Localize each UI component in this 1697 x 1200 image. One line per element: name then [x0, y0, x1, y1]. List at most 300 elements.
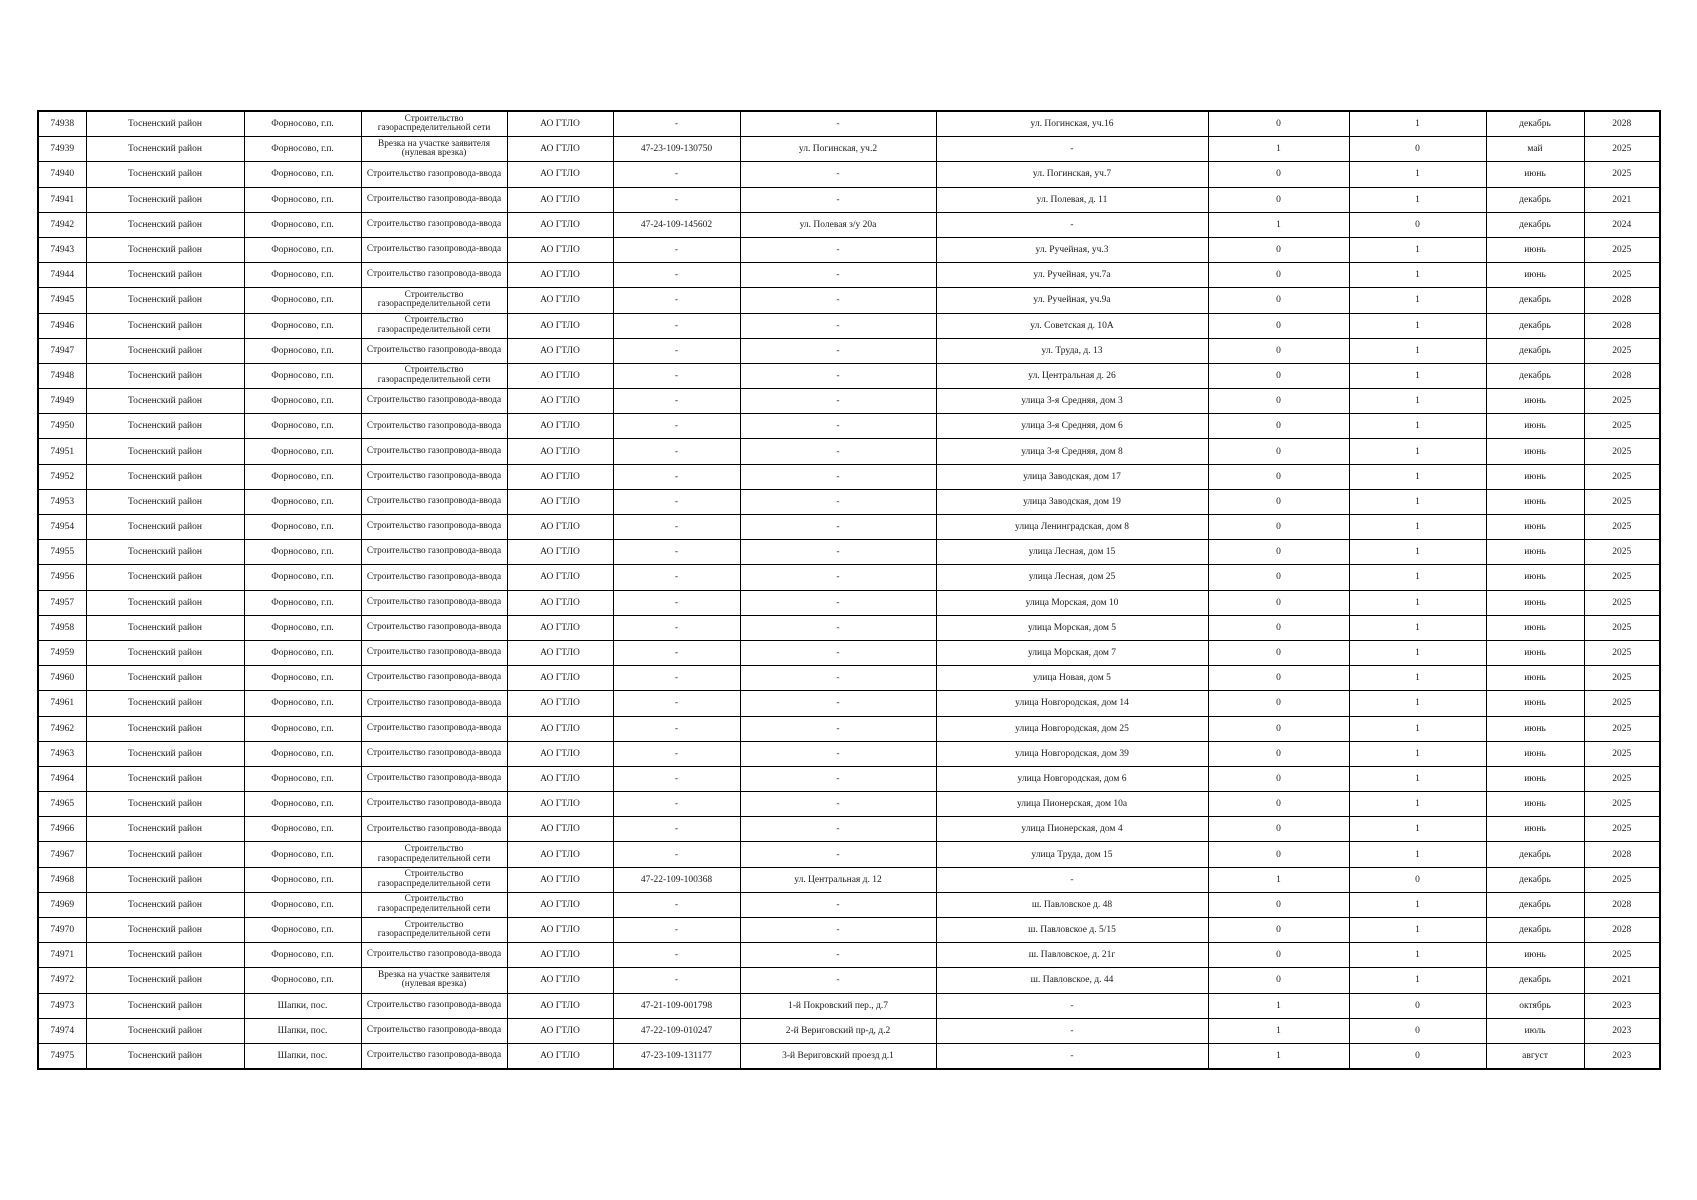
cell-work-type: Строительство газопровода-ввода — [361, 1018, 507, 1043]
table-row — [38, 716, 1660, 741]
cell-work-type: Строительство газопровода-ввода — [361, 540, 507, 565]
cell-district: Тосненский район — [86, 817, 244, 842]
cell-year: 2025 — [1584, 666, 1660, 691]
cell-district: Тосненский район — [86, 615, 244, 640]
cell-month: июнь — [1486, 515, 1584, 540]
cell-year: 2025 — [1584, 540, 1660, 565]
cell-year: 2025 — [1584, 817, 1660, 842]
cell-settlement: Форносово, г.п. — [244, 867, 361, 892]
cell-work-type: Строительство газопровода-ввода — [361, 993, 507, 1018]
cell-count-a: 1 — [1208, 137, 1349, 162]
cell-work-type: Строительство газопровода-ввода — [361, 515, 507, 540]
cell-organization: АО ГТЛО — [507, 313, 613, 338]
cell-work-type: Строительство газораспределительной сети — [361, 842, 507, 867]
cell-district: Тосненский район — [86, 288, 244, 313]
cell-month: июнь — [1486, 590, 1584, 615]
cell-applicant-address: - — [740, 892, 936, 917]
cell-organization: АО ГТЛО — [507, 666, 613, 691]
cell-object-address: ул. Труда, д. 13 — [936, 338, 1208, 363]
cell-object-address: ул. Ручейная, уч.3 — [936, 237, 1208, 262]
cell-year: 2025 — [1584, 464, 1660, 489]
cell-settlement: Форносово, г.п. — [244, 162, 361, 187]
cell-cadastral-number: - — [613, 741, 740, 766]
cell-id: 74960 — [38, 666, 86, 691]
cell-settlement: Форносово, г.п. — [244, 691, 361, 716]
cell-year: 2025 — [1584, 237, 1660, 262]
cell-year: 2028 — [1584, 313, 1660, 338]
cell-month: июнь — [1486, 414, 1584, 439]
cell-district: Тосненский район — [86, 212, 244, 237]
table-row — [38, 968, 1660, 993]
cell-id: 74970 — [38, 918, 86, 943]
cell-settlement: Форносово, г.п. — [244, 666, 361, 691]
table-row — [38, 414, 1660, 439]
cell-month: июнь — [1486, 792, 1584, 817]
cell-settlement: Форносово, г.п. — [244, 263, 361, 288]
cell-id: 74968 — [38, 867, 86, 892]
cell-object-address: улица Пионерская, дом 4 — [936, 817, 1208, 842]
cell-count-b: 1 — [1349, 817, 1486, 842]
cell-count-b: 1 — [1349, 666, 1486, 691]
cell-year: 2025 — [1584, 691, 1660, 716]
cell-count-b: 1 — [1349, 489, 1486, 514]
table-row — [38, 137, 1660, 162]
cell-year: 2025 — [1584, 137, 1660, 162]
cell-object-address: улица Морская, дом 10 — [936, 590, 1208, 615]
cell-settlement: Форносово, г.п. — [244, 389, 361, 414]
cell-cadastral-number: - — [613, 389, 740, 414]
cell-object-address: улица Заводская, дом 17 — [936, 464, 1208, 489]
cell-settlement: Шапки, пос. — [244, 1018, 361, 1043]
cell-id: 74938 — [38, 111, 86, 137]
cell-id: 74949 — [38, 389, 86, 414]
cell-work-type: Строительство газораспределительной сети — [361, 892, 507, 917]
table-row — [38, 766, 1660, 791]
cell-month: декабрь — [1486, 338, 1584, 363]
cell-district: Тосненский район — [86, 338, 244, 363]
cell-applicant-address: 1-й Покровский пер., д.7 — [740, 993, 936, 1018]
cell-count-a: 0 — [1208, 464, 1349, 489]
cell-district: Тосненский район — [86, 741, 244, 766]
cell-month: июнь — [1486, 389, 1584, 414]
cell-id: 74947 — [38, 338, 86, 363]
cell-object-address: - — [936, 1043, 1208, 1069]
cell-settlement: Форносово, г.п. — [244, 338, 361, 363]
cell-district: Тосненский район — [86, 993, 244, 1018]
cell-applicant-address: - — [740, 414, 936, 439]
cell-applicant-address: ул. Центральная д. 12 — [740, 867, 936, 892]
cell-year: 2023 — [1584, 993, 1660, 1018]
cell-district: Тосненский район — [86, 766, 244, 791]
cell-count-a: 0 — [1208, 540, 1349, 565]
cell-district: Тосненский район — [86, 162, 244, 187]
cell-year: 2025 — [1584, 792, 1660, 817]
cell-count-a: 1 — [1208, 1043, 1349, 1069]
cell-count-a: 0 — [1208, 565, 1349, 590]
cell-year: 2025 — [1584, 414, 1660, 439]
cell-organization: АО ГТЛО — [507, 842, 613, 867]
cell-work-type: Врезка на участке заявителя (нулевая врезка) — [361, 137, 507, 162]
cell-month: декабрь — [1486, 363, 1584, 388]
cell-applicant-address: - — [740, 187, 936, 212]
cell-applicant-address: - — [740, 338, 936, 363]
cell-district: Тосненский район — [86, 640, 244, 665]
cell-applicant-address: - — [740, 640, 936, 665]
cell-id: 74964 — [38, 766, 86, 791]
cell-work-type: Строительство газопровода-ввода — [361, 590, 507, 615]
cell-month: июнь — [1486, 666, 1584, 691]
cell-count-a: 0 — [1208, 237, 1349, 262]
cell-cadastral-number: 47-24-109-145602 — [613, 212, 740, 237]
table-row — [38, 615, 1660, 640]
cell-object-address: улица Новгородская, дом 6 — [936, 766, 1208, 791]
cell-settlement: Шапки, пос. — [244, 1043, 361, 1069]
cell-id: 74962 — [38, 716, 86, 741]
cell-month: июнь — [1486, 691, 1584, 716]
cell-applicant-address: - — [740, 313, 936, 338]
cell-year: 2025 — [1584, 766, 1660, 791]
cell-applicant-address: - — [740, 439, 936, 464]
cell-count-b: 1 — [1349, 716, 1486, 741]
cell-cadastral-number: - — [613, 464, 740, 489]
cell-year: 2028 — [1584, 111, 1660, 137]
cell-id: 74963 — [38, 741, 86, 766]
cell-count-b: 0 — [1349, 1018, 1486, 1043]
cell-count-a: 0 — [1208, 918, 1349, 943]
cell-object-address: улица Морская, дом 5 — [936, 615, 1208, 640]
cell-organization: АО ГТЛО — [507, 288, 613, 313]
cell-object-address: - — [936, 1018, 1208, 1043]
cell-id: 74966 — [38, 817, 86, 842]
cell-cadastral-number: - — [613, 489, 740, 514]
cell-count-b: 1 — [1349, 515, 1486, 540]
cell-object-address: улица Новгородская, дом 25 — [936, 716, 1208, 741]
cell-count-a: 0 — [1208, 111, 1349, 137]
cell-work-type: Строительство газопровода-ввода — [361, 237, 507, 262]
cell-cadastral-number: - — [613, 691, 740, 716]
cell-work-type: Строительство газопровода-ввода — [361, 187, 507, 212]
cell-id: 74961 — [38, 691, 86, 716]
table-row — [38, 338, 1660, 363]
cell-organization: АО ГТЛО — [507, 817, 613, 842]
cell-cadastral-number: - — [613, 666, 740, 691]
cell-month: июнь — [1486, 766, 1584, 791]
cell-work-type: Строительство газопровода-ввода — [361, 162, 507, 187]
cell-id: 74955 — [38, 540, 86, 565]
cell-object-address: улица Заводская, дом 19 — [936, 489, 1208, 514]
cell-settlement: Форносово, г.п. — [244, 464, 361, 489]
cell-cadastral-number: - — [613, 187, 740, 212]
cell-object-address: улица Труда, дом 15 — [936, 842, 1208, 867]
cell-count-b: 1 — [1349, 237, 1486, 262]
table-row — [38, 918, 1660, 943]
cell-cadastral-number: - — [613, 817, 740, 842]
cell-object-address: улица Лесная, дом 15 — [936, 540, 1208, 565]
cell-id: 74953 — [38, 489, 86, 514]
cell-applicant-address: - — [740, 288, 936, 313]
cell-organization: АО ГТЛО — [507, 187, 613, 212]
cell-organization: АО ГТЛО — [507, 540, 613, 565]
cell-organization: АО ГТЛО — [507, 1018, 613, 1043]
cell-id: 74972 — [38, 968, 86, 993]
cell-count-b: 1 — [1349, 363, 1486, 388]
cell-year: 2025 — [1584, 338, 1660, 363]
cell-organization: АО ГТЛО — [507, 918, 613, 943]
cell-applicant-address: - — [740, 968, 936, 993]
cell-month: июнь — [1486, 540, 1584, 565]
cell-organization: АО ГТЛО — [507, 111, 613, 137]
cell-month: июнь — [1486, 943, 1584, 968]
cell-year: 2025 — [1584, 439, 1660, 464]
cell-work-type: Строительство газораспределительной сети — [361, 918, 507, 943]
cell-count-b: 1 — [1349, 540, 1486, 565]
cell-applicant-address: - — [740, 666, 936, 691]
cell-organization: АО ГТЛО — [507, 414, 613, 439]
cell-count-b: 1 — [1349, 338, 1486, 363]
cell-month: июнь — [1486, 640, 1584, 665]
cell-applicant-address: - — [740, 615, 936, 640]
cell-cadastral-number: - — [613, 313, 740, 338]
cell-organization: АО ГТЛО — [507, 515, 613, 540]
table-row — [38, 464, 1660, 489]
table-row — [38, 565, 1660, 590]
cell-count-a: 1 — [1208, 993, 1349, 1018]
cell-count-a: 0 — [1208, 640, 1349, 665]
cell-year: 2028 — [1584, 918, 1660, 943]
cell-object-address: - — [936, 212, 1208, 237]
cell-id: 74971 — [38, 943, 86, 968]
cell-district: Тосненский район — [86, 489, 244, 514]
cell-work-type: Строительство газопровода-ввода — [361, 691, 507, 716]
cell-cadastral-number: 47-23-109-131177 — [613, 1043, 740, 1069]
cell-count-a: 0 — [1208, 691, 1349, 716]
cell-id: 74957 — [38, 590, 86, 615]
cell-cadastral-number: 47-23-109-130750 — [613, 137, 740, 162]
table-row — [38, 892, 1660, 917]
cell-count-b: 1 — [1349, 565, 1486, 590]
cell-applicant-address: ул. Полевая з/у 20а — [740, 212, 936, 237]
cell-cadastral-number: - — [613, 565, 740, 590]
cell-month: июнь — [1486, 615, 1584, 640]
cell-object-address: ш. Павловское д. 5/15 — [936, 918, 1208, 943]
cell-count-b: 0 — [1349, 212, 1486, 237]
table-row — [38, 817, 1660, 842]
cell-count-a: 0 — [1208, 892, 1349, 917]
cell-object-address: - — [936, 867, 1208, 892]
cell-applicant-address: - — [740, 565, 936, 590]
cell-applicant-address: - — [740, 540, 936, 565]
table-row — [38, 162, 1660, 187]
cell-settlement: Форносово, г.п. — [244, 187, 361, 212]
cell-organization: АО ГТЛО — [507, 565, 613, 590]
cell-count-b: 1 — [1349, 640, 1486, 665]
cell-organization: АО ГТЛО — [507, 892, 613, 917]
cell-month: май — [1486, 137, 1584, 162]
cell-applicant-address: - — [740, 162, 936, 187]
cell-id: 74941 — [38, 187, 86, 212]
cell-month: июнь — [1486, 817, 1584, 842]
cell-settlement: Форносово, г.п. — [244, 918, 361, 943]
cell-applicant-address: - — [740, 111, 936, 137]
cell-month: декабрь — [1486, 842, 1584, 867]
table-row — [38, 515, 1660, 540]
cell-count-b: 1 — [1349, 741, 1486, 766]
cell-work-type: Строительство газопровода-ввода — [361, 439, 507, 464]
cell-work-type: Строительство газопровода-ввода — [361, 716, 507, 741]
cell-count-a: 0 — [1208, 489, 1349, 514]
cell-count-a: 0 — [1208, 615, 1349, 640]
cell-applicant-address: - — [740, 464, 936, 489]
cell-object-address: - — [936, 137, 1208, 162]
cell-count-a: 0 — [1208, 741, 1349, 766]
cell-id: 74948 — [38, 363, 86, 388]
cell-object-address: улица 3-я Средняя, дом 3 — [936, 389, 1208, 414]
cell-object-address: ш. Павловское д. 48 — [936, 892, 1208, 917]
table-row — [38, 489, 1660, 514]
cell-organization: АО ГТЛО — [507, 363, 613, 388]
cell-year: 2025 — [1584, 640, 1660, 665]
cell-organization: АО ГТЛО — [507, 137, 613, 162]
cell-count-a: 0 — [1208, 716, 1349, 741]
cell-settlement: Форносово, г.п. — [244, 137, 361, 162]
cell-object-address: ш. Павловское, д. 21г — [936, 943, 1208, 968]
cell-month: июнь — [1486, 162, 1584, 187]
cell-applicant-address: - — [740, 237, 936, 262]
cell-applicant-address: 3-й Вериговский проезд д.1 — [740, 1043, 936, 1069]
cell-organization: АО ГТЛО — [507, 615, 613, 640]
cell-count-b: 1 — [1349, 263, 1486, 288]
cell-work-type: Строительство газопровода-ввода — [361, 1043, 507, 1069]
cell-organization: АО ГТЛО — [507, 590, 613, 615]
table-row — [38, 313, 1660, 338]
cell-organization: АО ГТЛО — [507, 943, 613, 968]
cell-count-a: 0 — [1208, 363, 1349, 388]
cell-cadastral-number: - — [613, 263, 740, 288]
cell-work-type: Врезка на участке заявителя (нулевая врезка) — [361, 968, 507, 993]
cell-object-address: ул. Погинская, уч.16 — [936, 111, 1208, 137]
cell-year: 2025 — [1584, 741, 1660, 766]
cell-count-b: 1 — [1349, 842, 1486, 867]
cell-month: декабрь — [1486, 918, 1584, 943]
cell-cadastral-number: - — [613, 943, 740, 968]
cell-count-b: 1 — [1349, 439, 1486, 464]
cell-month: июль — [1486, 1018, 1584, 1043]
cell-district: Тосненский район — [86, 590, 244, 615]
cell-month: июнь — [1486, 489, 1584, 514]
table-row — [38, 792, 1660, 817]
table-row — [38, 640, 1660, 665]
table-row — [38, 263, 1660, 288]
cell-cadastral-number: - — [613, 842, 740, 867]
cell-applicant-address: ул. Погинская, уч.2 — [740, 137, 936, 162]
cell-settlement: Форносово, г.п. — [244, 640, 361, 665]
cell-work-type: Строительство газопровода-ввода — [361, 640, 507, 665]
cell-id: 74954 — [38, 515, 86, 540]
cell-district: Тосненский район — [86, 414, 244, 439]
cell-district: Тосненский район — [86, 439, 244, 464]
cell-month: июнь — [1486, 439, 1584, 464]
cell-applicant-address: - — [740, 842, 936, 867]
cell-count-b: 1 — [1349, 691, 1486, 716]
cell-object-address: улица 3-я Средняя, дом 6 — [936, 414, 1208, 439]
cell-organization: АО ГТЛО — [507, 162, 613, 187]
cell-district: Тосненский район — [86, 842, 244, 867]
cell-settlement: Форносово, г.п. — [244, 615, 361, 640]
cell-count-a: 1 — [1208, 1018, 1349, 1043]
cell-cadastral-number: 47-22-109-010247 — [613, 1018, 740, 1043]
cell-applicant-address: - — [740, 817, 936, 842]
cell-district: Тосненский район — [86, 389, 244, 414]
cell-organization: АО ГТЛО — [507, 464, 613, 489]
cell-district: Тосненский район — [86, 565, 244, 590]
cell-applicant-address: 2-й Вериговский пр-д, д.2 — [740, 1018, 936, 1043]
cell-year: 2025 — [1584, 489, 1660, 514]
cell-count-a: 1 — [1208, 867, 1349, 892]
cell-applicant-address: - — [740, 389, 936, 414]
table-row — [38, 842, 1660, 867]
table-row — [38, 590, 1660, 615]
cell-work-type: Строительство газопровода-ввода — [361, 817, 507, 842]
cell-applicant-address: - — [740, 792, 936, 817]
cell-month: декабрь — [1486, 187, 1584, 212]
cell-district: Тосненский район — [86, 943, 244, 968]
cell-district: Тосненский район — [86, 237, 244, 262]
cell-count-b: 1 — [1349, 414, 1486, 439]
cell-count-b: 0 — [1349, 1043, 1486, 1069]
cell-month: декабрь — [1486, 288, 1584, 313]
table-row — [38, 288, 1660, 313]
cell-district: Тосненский район — [86, 540, 244, 565]
cell-organization: АО ГТЛО — [507, 640, 613, 665]
cell-applicant-address: - — [740, 691, 936, 716]
cell-organization: АО ГТЛО — [507, 716, 613, 741]
cell-district: Тосненский район — [86, 716, 244, 741]
cell-year: 2024 — [1584, 212, 1660, 237]
cell-organization: АО ГТЛО — [507, 968, 613, 993]
cell-settlement: Шапки, пос. — [244, 993, 361, 1018]
cell-settlement: Форносово, г.п. — [244, 565, 361, 590]
cell-applicant-address: - — [740, 943, 936, 968]
cell-organization: АО ГТЛО — [507, 439, 613, 464]
cell-settlement: Форносово, г.п. — [244, 540, 361, 565]
cell-id: 74951 — [38, 439, 86, 464]
cell-count-a: 0 — [1208, 162, 1349, 187]
cell-settlement: Форносово, г.п. — [244, 892, 361, 917]
cell-year: 2025 — [1584, 263, 1660, 288]
cell-month: июнь — [1486, 716, 1584, 741]
cell-year: 2025 — [1584, 867, 1660, 892]
cell-object-address: ш. Павловское, д. 44 — [936, 968, 1208, 993]
cell-count-b: 1 — [1349, 464, 1486, 489]
table-row — [38, 666, 1660, 691]
cell-month: декабрь — [1486, 968, 1584, 993]
cell-cadastral-number: - — [613, 540, 740, 565]
cell-count-a: 0 — [1208, 590, 1349, 615]
cell-object-address: ул. Ручейная, уч.9а — [936, 288, 1208, 313]
table-row — [38, 439, 1660, 464]
cell-year: 2025 — [1584, 615, 1660, 640]
cell-cadastral-number: - — [613, 766, 740, 791]
cell-organization: АО ГТЛО — [507, 237, 613, 262]
cell-work-type: Строительство газопровода-ввода — [361, 389, 507, 414]
cell-count-a: 0 — [1208, 842, 1349, 867]
cell-count-b: 1 — [1349, 111, 1486, 137]
cell-district: Тосненский район — [86, 867, 244, 892]
cell-settlement: Форносово, г.п. — [244, 817, 361, 842]
cell-id: 74959 — [38, 640, 86, 665]
cell-year: 2021 — [1584, 968, 1660, 993]
cell-settlement: Форносово, г.п. — [244, 515, 361, 540]
